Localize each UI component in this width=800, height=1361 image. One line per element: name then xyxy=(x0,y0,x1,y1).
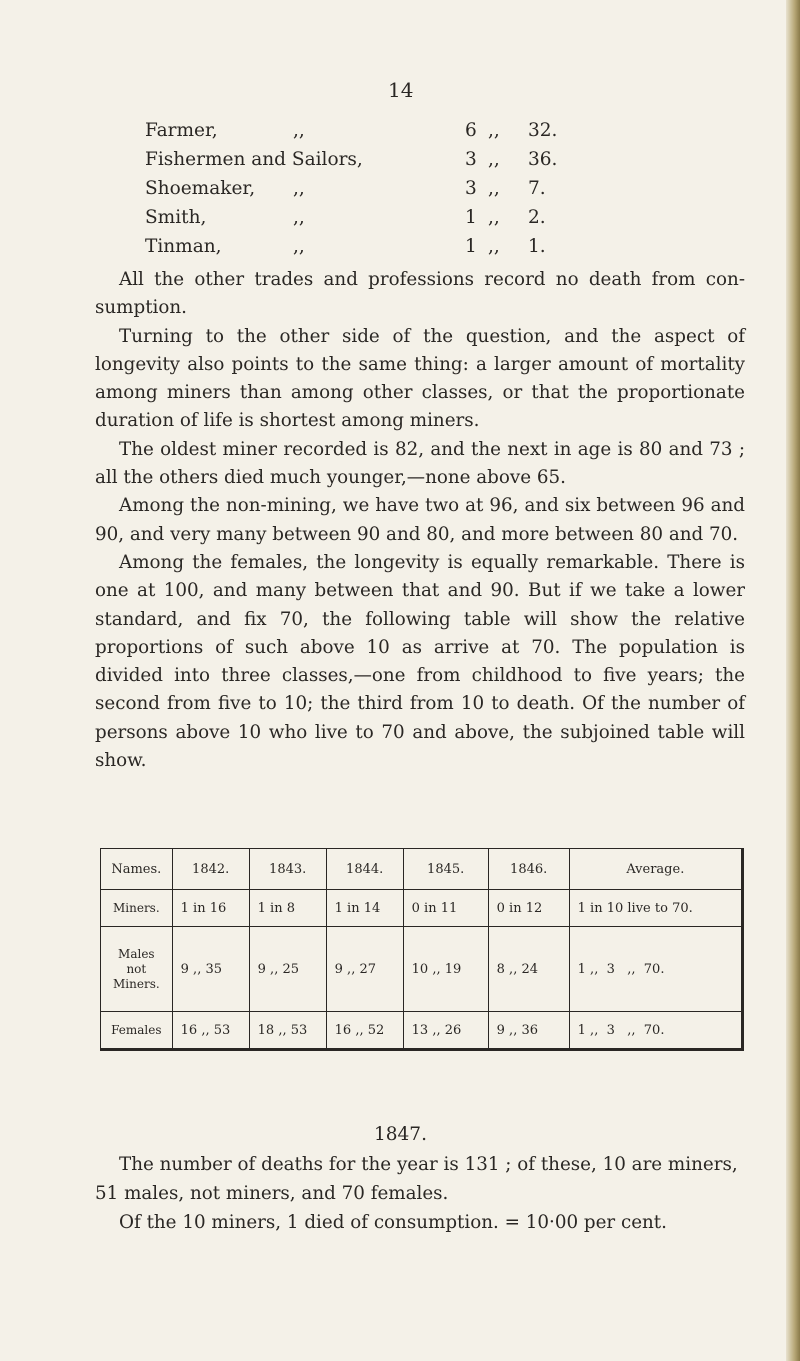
trade-row xyxy=(145,178,765,207)
table-cell: 1 in 8 xyxy=(249,890,326,927)
ditto-mark: ,, xyxy=(488,120,500,141)
table-cell: 18 ,, 53 xyxy=(249,1012,326,1050)
table-cell: 9 ,, 25 xyxy=(249,927,326,1012)
trade-name: Fishermen and Sailors, xyxy=(145,149,363,170)
table-cell: 1 ,, 3 ,, 70. xyxy=(569,927,742,1012)
table-row xyxy=(101,927,743,1012)
table-cell: 0 in 12 xyxy=(488,890,569,927)
column-header: 1845. xyxy=(403,849,488,890)
row-label: Females xyxy=(101,1012,173,1050)
ditto-mark: ,, xyxy=(293,207,305,228)
trades-list xyxy=(145,120,765,265)
ditto-mark: ,, xyxy=(293,236,305,257)
table-cell: 10 ,, 19 xyxy=(403,927,488,1012)
ditto-mark: ,, xyxy=(488,207,500,228)
paragraph: Turning to the other side of the question, and the aspect of longevity also points to the same thing: a larger amount of mortality among miners than among other classes, or that the proportionate duration of life is shortest among miners. xyxy=(95,325,745,432)
table-row xyxy=(101,890,743,927)
paragraph: Among the non-mining, we have two at 96, and six between 96 and 90, and very many between 90 and 80, and more between 80 and 70. xyxy=(95,495,745,545)
ditto-mark: ,, xyxy=(293,120,305,141)
table-header-row xyxy=(101,849,743,890)
table-cell: 9 ,, 35 xyxy=(172,927,249,1012)
paragraph: All the other trades and professions record no death from con-sumption. xyxy=(95,269,745,319)
table-cell: 16 ,, 52 xyxy=(326,1012,403,1050)
body-text-1847 xyxy=(95,1150,765,1237)
table-cell: 9 ,, 27 xyxy=(326,927,403,1012)
year-heading: 1847. xyxy=(374,1124,427,1145)
trade-row xyxy=(145,236,765,265)
table-cell: 16 ,, 53 xyxy=(172,1012,249,1050)
trade-row xyxy=(145,120,765,149)
row-label: Males not Miners. xyxy=(101,927,173,1012)
trade-count: 3 xyxy=(465,149,477,170)
column-header: 1846. xyxy=(488,849,569,890)
trade-rate: 32. xyxy=(528,120,558,141)
paragraph: The number of deaths for the year is 131 ; of these, 10 are miners, 51 males, not miners, and 70 females. xyxy=(95,1154,738,1204)
ditto-mark: ,, xyxy=(488,149,500,170)
ditto-mark: ,, xyxy=(488,236,500,257)
trade-name: Shoemaker, xyxy=(145,178,256,199)
table-cell: 1 ,, 3 ,, 70. xyxy=(569,1012,742,1050)
table-cell: 13 ,, 26 xyxy=(403,1012,488,1050)
ditto-mark: ,, xyxy=(293,178,305,199)
table-cell: 1 in 14 xyxy=(326,890,403,927)
trade-name: Farmer, xyxy=(145,120,218,141)
ditto-mark: ,, xyxy=(488,178,500,199)
trade-name: Tinman, xyxy=(145,236,222,257)
paragraph: Of the 10 miners, 1 died of consumption. = 10·00 per cent. xyxy=(119,1212,667,1233)
trade-rate: 2. xyxy=(528,207,546,228)
trade-rate: 7. xyxy=(528,178,546,199)
column-header: Average. xyxy=(569,849,742,890)
trade-rate: 1. xyxy=(528,236,546,257)
column-header: Names. xyxy=(101,849,173,890)
table-cell: 8 ,, 24 xyxy=(488,927,569,1012)
table-cell: 0 in 11 xyxy=(403,890,488,927)
paragraph: Among the females, the longevity is equally remarkable. There is one at 100, and many between that and 90. But if we take a lower standard, and fix 70, the following table will show the relative proportions of such above 10 as arrive at 70. The population is divided into three classes,—one from childhood to five years; the second from five to 10; the third from 10 to death. Of the number of persons above 10 who live to 70 and above, the subjoined table will show. xyxy=(95,551,745,772)
trade-rate: 36. xyxy=(528,149,558,170)
row-label: Miners. xyxy=(101,890,173,927)
table-cell: 1 in 16 xyxy=(172,890,249,927)
trade-row xyxy=(145,149,765,178)
table-cell: 9 ,, 36 xyxy=(488,1012,569,1050)
trade-count: 1 xyxy=(465,207,477,228)
trade-name: Smith, xyxy=(145,207,207,228)
trade-count: 3 xyxy=(465,178,477,199)
table-cell: 1 in 10 live to 70. xyxy=(569,890,742,927)
paragraph: The oldest miner recorded is 82, and the next in age is 80 and 73 ; all the others died much younger,—none above 65. xyxy=(95,438,745,489)
column-header: 1842. xyxy=(172,849,249,890)
trade-row xyxy=(145,207,765,236)
trade-count: 1 xyxy=(465,236,477,257)
trade-count: 6 xyxy=(465,120,477,141)
longevity-table xyxy=(100,848,744,1051)
column-header: 1843. xyxy=(249,849,326,890)
page-edge-shadow xyxy=(786,0,800,1361)
table-row xyxy=(101,1012,743,1050)
body-text xyxy=(95,266,745,775)
column-header: 1844. xyxy=(326,849,403,890)
page-number: 14 xyxy=(388,78,414,102)
